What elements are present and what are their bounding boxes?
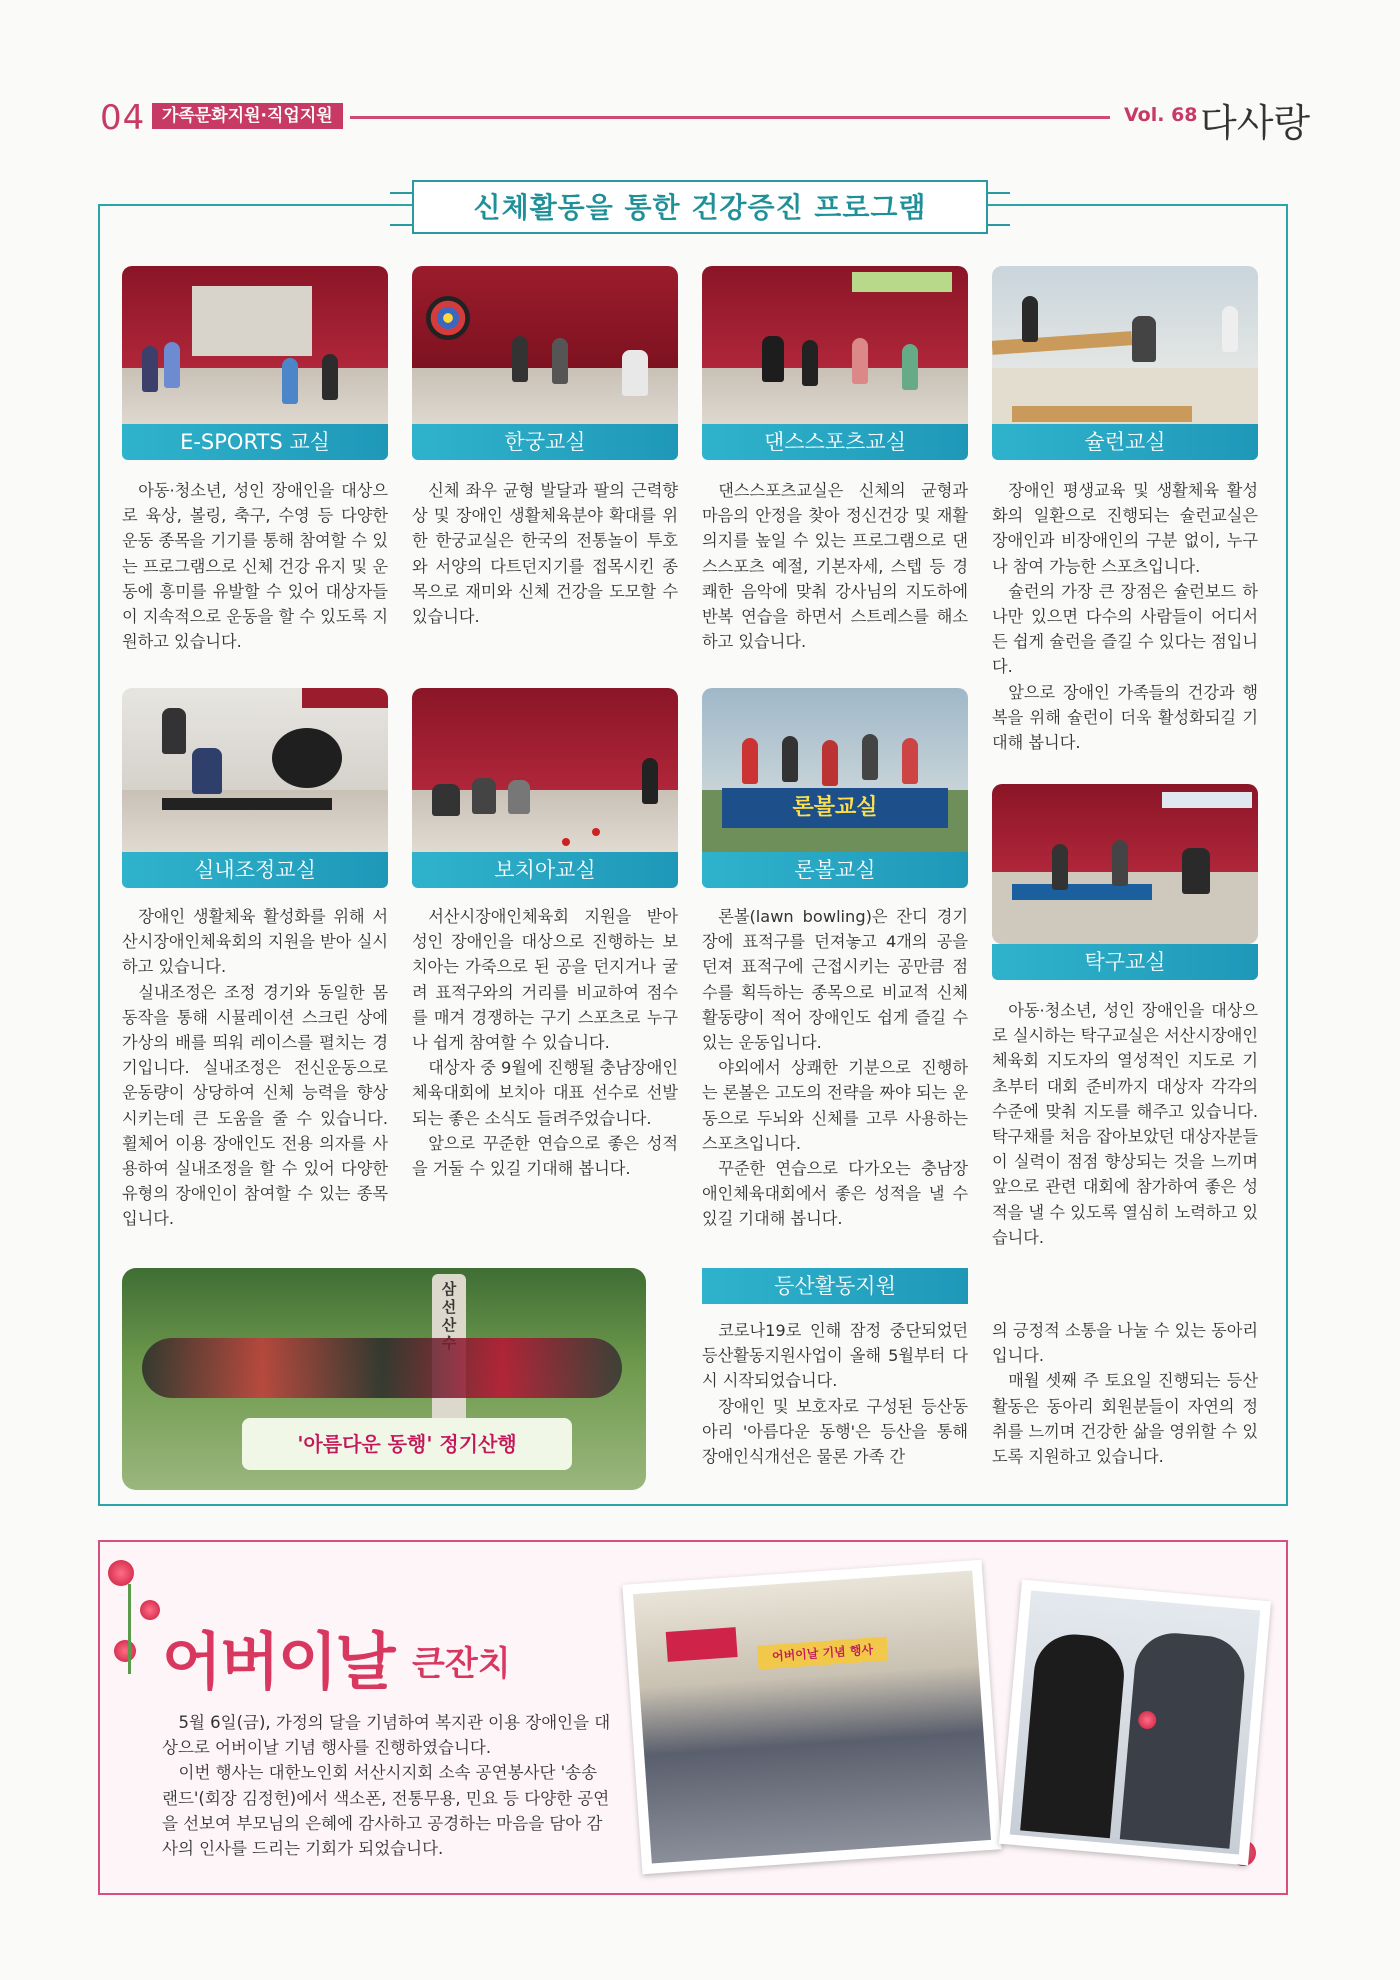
label-hiking: 등산활동지원: [702, 1268, 968, 1304]
volume-label: Vol. 68: [1124, 104, 1198, 126]
section-badge: 가족문화지원·직업지원: [152, 103, 343, 129]
page-number: 04: [100, 98, 146, 138]
label-esports: E-SPORTS 교실: [122, 424, 388, 460]
carnation-icon: [114, 1640, 136, 1662]
label-boccia: 보치아교실: [412, 852, 678, 888]
fathers-day-subtitle: 큰잔치: [412, 1644, 511, 1684]
fathers-day-title: 어버이날: [162, 1625, 394, 1698]
lawn-bowling-banner: 론볼교실: [722, 788, 948, 828]
label-table-tennis: 탁구교실: [992, 944, 1258, 980]
text-hiking-col1: 코로나19로 인해 잠정 중단되었던 등산활동지원사업이 올해 5월부터 다시 시작되었습니다. 장애인 및 보호자로 구성된 등산동아리 '아름다운 동행'은 등산을 통해 장애인식개선은 물론 가족 간: [702, 1321, 968, 1467]
photo-table-tennis: [992, 784, 1258, 944]
text-boccia: 서산시장애인체육회 지원을 받아 성인 장애인을 대상으로 진행하는 보치아는 가죽으로 된 공을 던지거나 굴려 표적구와의 거리를 비교하여 점수를 매겨 경쟁하는 구기 스포츠로 누구나 쉽게 참여할 수 있습니다. 대상자 중 9월에 진행될 충남장애인체육대회에 보치아 대표 선수로 선발되는 좋은 소식도 들려주었습니다. 앞으로 꾸준한 연습으로 좋은 성적을 거둘 수 있길 기대해 봅니다.: [412, 907, 678, 1179]
fathers-day-text: 5월 6일(금), 가정의 달을 기념하여 복지관 이용 장애인을 대상으로 어버이날 기념 행사를 진행하였습니다. 이번 행사는 대한노인회 서산시지회 소속 공연봉사단 '송송랜드'(회장 김정헌)에서 색소폰, 전통무용, 민요 등 다양한 공연을 선보여 부모님의 은혜에 감사하고 공경하는 마음을 담아 감사의 인사를 드리는 기회가 되었습니다.: [162, 1713, 611, 1859]
photo-hiking-group: [122, 1268, 646, 1490]
carnation-icon: [140, 1600, 160, 1620]
photo-carnation-pinning: [999, 1580, 1271, 1866]
text-schulen: 장애인 평생교육 및 생활체육 활성화의 일환으로 진행되는 슐런교실은 장애인과 비장애인의 구분 없이, 누구나 참여 가능한 스포츠입니다. 슐런의 가장 큰 장점은 슐런보드 하나만 있으면 다수의 사람들이 어디서든 쉽게 슐런을 즐길 수 있다는 점입니다. 앞으로 장애인 가족들의 건강과 행복을 위해 슐런이 더욱 활성화되길 기대해 봅니다.: [992, 481, 1258, 753]
stem-decoration: [128, 1584, 131, 1674]
label-schulen: 슐런교실: [992, 424, 1258, 460]
text-dancesports: 댄스스포츠교실은 신체의 균형과 마음의 안정을 찾아 정신건강 및 재활의지를 높일 수 있는 프로그램으로 댄스스포츠 예절, 기본자세, 스텝 등 경쾌한 음악에 맞춰 강사님의 지도하에 반복 연습을 하면서 스트레스를 해소하고 있습니다.: [702, 481, 968, 652]
brand-logo: 다사랑: [1200, 101, 1311, 145]
photo-boccia: [412, 688, 678, 874]
text-esports: 아동·청소년, 성인 장애인을 대상으로 육상, 볼링, 축구, 수영 등 다양한 운동 종목을 기기를 통해 참여할 수 있는 프로그램으로 신체 건강 유지 및 운동에 흥미를 유발할 수 있어 대상자들이 지속적으로 운동을 할 수 있도록 지원하고 있습니다.: [122, 481, 388, 652]
section-title: 신체활동을 통한 건강증진 프로그램: [473, 191, 927, 224]
label-indoor-rowing: 실내조정교실: [122, 852, 388, 888]
carnation-icon: [108, 1560, 134, 1586]
header-rule: [350, 116, 1110, 119]
photo-fathers-day-event: [622, 1560, 1001, 1874]
label-dancesports: 댄스스포츠교실: [702, 424, 968, 460]
text-table-tennis: 아동·청소년, 성인 장애인을 대상으로 실시하는 탁구교실은 서산시장애인체육회 지도자의 열성적인 지도로 기초부터 대회 준비까지 대상자 각각의 수준에 맞춰 지도를 해주고 있습니다. 탁구채를 처음 잡아보았던 대상자분들이 실력이 점점 향상되는 것을 느끼며 앞으로 관련 대회에 참가하여 좋은 성적을 낼 수 있도록 열심히 노력하고 있습니다.: [992, 1001, 1258, 1247]
text-lawn-bowling: 론볼(lawn bowling)은 잔디 경기장에 표적구를 던져놓고 4개의 공을 던져 표적구에 근접시키는 공만큼 점수를 획득하는 종목으로 비교적 신체 활동량이 적어 장애인도 쉽게 즐길 수 있는 운동입니다. 야외에서 상쾌한 기분으로 진행하는 론볼은 고도의 전략을 짜야 되는 운동으로 두뇌와 신체를 고루 사용하는 스포츠입니다. 꾸준한 연습으로 다가오는 충남장애인체육대회에서 좋은 성적을 낼 수 있길 기대해 봅니다.: [702, 907, 968, 1229]
photo-lawn-bowling: [702, 688, 968, 874]
photo-indoor-rowing: [122, 688, 388, 874]
hiking-banner: '아름다운 동행' 정기산행: [242, 1418, 572, 1470]
text-hiking-col2: 의 긍정적 소통을 나눌 수 있는 동아리입니다. 매월 셋째 주 토요일 진행되는 등산활동은 동아리 회원분들이 자연의 정취를 느끼며 건강한 삶을 영위할 수 있도록 지원하고 있습니다.: [992, 1321, 1258, 1467]
event-banner: 어버이날 기념 행사: [757, 1637, 888, 1670]
text-hangung: 신체 좌우 균형 발달과 팔의 근력향상 및 장애인 생활체육분야 확대를 위한 한궁교실은 한국의 전통놀이 투호와 서양의 다트던지기를 접목시킨 종목으로 재미와 신체 건강을 도모할 수 있습니다.: [412, 481, 678, 627]
hiking-monument-text: 삼선산: [441, 1280, 457, 1334]
label-hangung: 한궁교실: [412, 424, 678, 460]
text-indoor-rowing: 장애인 생활체육 활성화를 위해 서산시장애인체육회의 지원을 받아 실시하고 있습니다. 실내조정은 조정 경기와 동일한 몸동작을 통해 시뮬레이션 스크린 상에 가상의 배를 띄워 레이스를 펼치는 경기입니다. 실내조정은 전신운동으로 운동량이 상당하여 신체 능력을 향상시키는데 큰 도움을 줄 수 있습니다. 휠체어 이용 장애인도 전용 의자를 사용하여 실내조정을 할 수 있어 다양한 유형의 장애인이 참여할 수 있는 종목입니다.: [122, 907, 388, 1229]
label-lawn-bowling: 론볼교실: [702, 852, 968, 888]
